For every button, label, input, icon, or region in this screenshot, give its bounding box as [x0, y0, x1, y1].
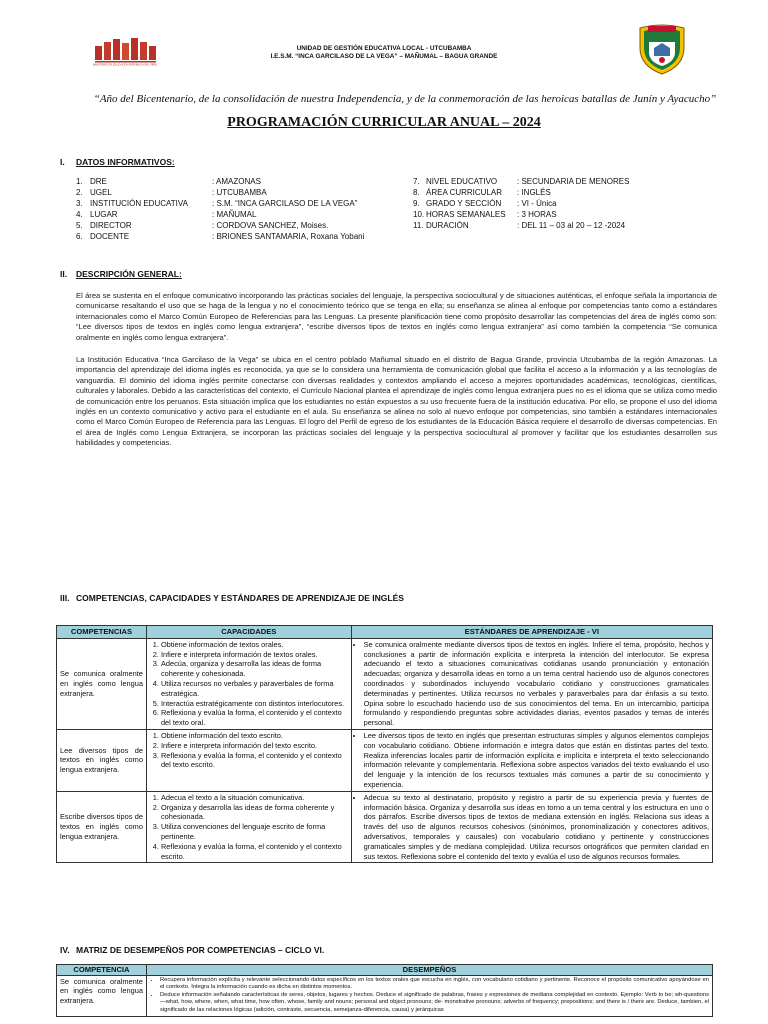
section-title: MATRIZ DE DESEMPEÑOS POR COMPETENCIAS – CICLO VI. — [76, 945, 325, 955]
school-shield-logo — [636, 22, 688, 76]
ugel-line: UNIDAD DE GESTIÓN EDUCATIVA LOCAL - UTCUBAMBA — [296, 45, 472, 52]
competency-cell: Se comunica oralmente en inglés como lengua extranjera. — [57, 975, 147, 1016]
standard-text: • Se comunica oralmente mediante diversos tipos de textos en inglés. Infiere el tema, propósito, hechos y conclusiones a partir de información explícita e interpreta la intención del interlocutor. Se expresa adecuando el texto a situaciones comunicativas cotidianas usando pronunciación y entonación adecuadas; organiza y desarrolla ideas en torno a un tema central haciendo uso de algunos conectores coordinados y subordinados incluyendo vocabulario cotidiano y construcciones gramaticales determinadas y pertinentes. Utiliza recursos no verbales y paraverbales para dar énfasis a su texto. Opina sobre lo escuchado haciendo uso de sus conocimientos del tema. En un intercambio, participa formulando y respondiendo preguntas sobre actividades diarias, eventos pasados y temas de interés personal. — [364, 640, 709, 728]
section-4-heading — [60, 945, 324, 955]
school-line: I.E.S.M. “INCA GARCILASO DE LA VEGA” – MAÑUMAL – BAGUA GRANDE — [270, 53, 498, 60]
table-header-row — [57, 965, 713, 976]
info-row: 4. LUGAR : MAÑUMAL — [76, 210, 257, 219]
table-row — [57, 791, 713, 863]
section-1-heading — [60, 157, 175, 167]
standard-text: • Lee diversos tipos de texto en inglés que presentan estructuras simples y algunos elementos complejos con vocabulario cotidiano. Obtiene información e integra datos que están en distintas partes del texto. Realiza inferencias locales partir de información explícita e implícita e interpreta el texto seleccionando información relevante y complementaria. Reflexiona sobre aspectos variados del texto evaluando el uso del lenguaje y la intención de los recursos textuales más comunes a partir de su conocimiento y experiencia. — [364, 731, 709, 790]
info-right-column — [413, 176, 723, 231]
performance-matrix-table — [56, 964, 713, 1017]
table-header-row — [57, 626, 713, 639]
info-row: 7. NIVEL EDUCATIVO : SECUNDARIA DE MENORES — [413, 177, 630, 186]
capacity-item: 4. Utiliza recursos no verbales y paraverbales de forma estratégica. — [161, 679, 348, 699]
section-title: DESCRIPCIÓN GENERAL: — [76, 269, 182, 279]
capacity-item: 1. Adecua el texto a la situación comunicativa. — [161, 793, 348, 803]
info-left-column — [76, 176, 386, 242]
competency-cell: Escribe diversos tipos de textos en inglés como lengua extranjera. — [57, 791, 147, 863]
info-row: 8. ÁREA CURRICULAR : INGLÉS — [413, 188, 551, 197]
info-row: 6. DOCENTE : BRIONES SANTAMARIA, Roxana Yobani — [76, 232, 365, 241]
column-header: DESEMPEÑOS — [146, 965, 712, 976]
competencies-table — [56, 625, 713, 863]
capacity-item: 6. Reflexiona y evalúa la forma, el contenido y el contexto del texto oral. — [161, 708, 348, 728]
column-header: COMPETENCIA — [57, 965, 147, 976]
info-row: 1. DRE : AMAZONAS — [76, 177, 261, 186]
competency-cell: Se comunica oralmente en inglés como lengua extranjera. — [57, 638, 147, 729]
year-motto: “Año del Bicentenario, de la consolidación de nuestra Independencia, y de la conmemoración de las heroicas batallas de Junín y Ayacucho” — [93, 93, 717, 105]
capacities-cell — [146, 729, 351, 791]
ministry-logo-text: MINISTERIO DE EDUCACIÓN REPÚBLICA DEL PERÚ — [93, 63, 158, 66]
standard-cell — [351, 729, 712, 791]
section-title: DATOS INFORMATIVOS: — [76, 157, 175, 167]
section-number: III. — [60, 593, 70, 603]
standard-cell — [351, 791, 712, 863]
table-row — [57, 638, 713, 729]
capacities-cell — [146, 791, 351, 863]
info-row: 11. DURACIÓN : DEL 11 – 03 al 20 – 12 -2024 — [413, 221, 626, 230]
capacity-item: 2. Infiere e interpreta información del texto escrito. — [161, 741, 348, 751]
section-number: II. — [60, 269, 68, 279]
performance-item: • Deduce información señalando características de seres, objetos, lugares y hechos. Deduce el significado de palabras, frases y expresiones de mediana complejidad en contexto. Ejemplo: Verb to be; wh-questions —what, how, where, when, what time, how often, whose, family and nouns; personal and object pronouns; de- monstrative pronouns; adverbs of frequency; prepositions; and there is / there are. Deduce, tambien, el significado de las relaciones lógicas (adición, contraste, secuencia, semejanza-diferencia, causa) y jerárquicas — [160, 992, 709, 1015]
column-header: CAPACIDADES — [146, 626, 351, 639]
info-row: 3. INSTITUCIÓN EDUCATIVA : S.M. “INCA GARCILASO DE LA VEGA” — [76, 199, 358, 208]
description-paragraph-1: El área se sustenta en el enfoque comunicativo incorporando las prácticas sociales del lenguaje, la perspectiva sociocultural y de situaciones auténticas, el enfoque señala la importancia de comunicarse resaltando el uso que se haga de la lengua y no el conocimiento teórico que se tenga en ella; su enseñanza se alinea al enfoque por competencias tanto como a estándares internacionales como el Marco Común Europeo de Referencias para las Lenguas. La presente planificación tiene como propósito desarrollar las competencias del área de inglés como son: “Lee diversos tipos de textos en inglés como lengua extranjera”, “escribe diversos tipos de textos en inglés como lengua extranjera” así como también la competencia “Se comunica oralmente en inglés como lengua extranjera”. — [76, 291, 717, 342]
description-paragraph-2: La Institución Educativa “Inca Garcilaso de la Vega” se ubica en el centro poblado Mañumal situado en el distrito de Bagua Grande, provincia Utcubamba de la región Amazonas. La importancia del aprendizaje del idioma inglés es reconocida, ya que se lo considera una herramienta de comunicación global que facilita el acceso a la información y a las tecnologías de vanguardia. El dominio del idioma inglés permite conectarse con diversas realidades y contextos ampliando el acceso a mejores oportunidades académicas, tecnológicas, científicas, culturales y laborales. Debido a las características del contexto, el Currículo Nacional plantea el aprendizaje de inglés como lengua extranjera pues no es el idioma que se utiliza como medio de comunicación entre los peruanos. Esta situación implica que los estudiantes no están expuestos a su uso frecuente fuera de la institución educativa. Por ello, se propone el uso del idioma inglés en un contexto comunicativo y activo para el estudiante en el aula. Su enseñanza se alinea no solo al nuevo enfoque por competencias, sino también a estándares internacionales como el Marco Común Europeo de Referencia para las Lenguas. El logro del Perfil de egreso de los estudiantes de la Educación Básica requiere el desarrollo de diversas competencias. En el área de Inglés como Lengua Extranjera, se incorporan las prácticas sociales del lenguaje y la perspectiva sociocultural al promover y facilitar que los estudiantes desarrollen sus habilidades y competencias. — [76, 355, 717, 448]
info-row: 5. DIRECTOR : CORDOVA SANCHEZ, Moises. — [76, 221, 329, 230]
capacities-cell — [146, 638, 351, 729]
section-title: COMPETENCIAS, CAPACIDADES Y ESTÁNDARES DE APRENDIZAJE DE INGLÉS — [76, 593, 404, 603]
column-header: COMPETENCIAS — [57, 626, 147, 639]
info-row: 10. HORAS SEMANALES : 3 HORAS — [413, 210, 557, 219]
section-number: I. — [60, 157, 65, 167]
page-title: PROGRAMACIÓN CURRICULAR ANUAL – 2024 — [227, 115, 541, 130]
capacity-item: 1. Obtiene información de textos orales. — [161, 640, 348, 650]
performances-cell — [146, 975, 712, 1016]
section-2-heading — [60, 269, 182, 279]
section-number: IV. — [60, 945, 70, 955]
standard-cell — [351, 638, 712, 729]
capacity-item: 2. Infiere e interpreta información de textos orales. — [161, 650, 348, 660]
capacity-item: 1. Obtiene información del texto escrito. — [161, 731, 348, 741]
capacity-item: 4. Reflexiona y evalúa la forma, el contenido y el contexto escrito. — [161, 842, 348, 862]
capacity-item: 5. Interactúa estratégicamente con distintos interlocutores. — [161, 699, 348, 709]
standard-text: • Adecua su texto al destinatario, propósito y registro a partir de su experiencia previa y fuentes de información básica. Organiza y desarrolla sus ideas en torno a un tema central y los estructura en uno o dos párrafos. Escribe diversos tipos de textos de mediana extensión en inglés. Relaciona sus ideas a través del uso de algunos recursos cohesivos (sinónimos, pronominalización y conectores aditivos, adversativos, temporales y causales) con vocabulario cotidiano y pertinente y construcciones gramaticales simples y de mediana complejidad. Utiliza recursos ortográficos que permiten claridad en sus textos. Reflexiona sobre el contenido del texto y evalúa el uso de algunos recursos formales. — [364, 793, 709, 862]
section-3-heading — [60, 593, 404, 603]
info-row: 2. UGEL : UTCUBAMBA — [76, 188, 267, 197]
performance-item: • Recupera información explícita y relevante seleccionando datos específicos en los textos orales que escucha en inglés, con vocabulario cotidiano y pertinente. Reconoce el propósito comunicativo apoyándose en el contexto. Integra la información cuando es dicha en distintos momentos. — [160, 977, 709, 992]
capacity-item: 3. Utiliza convenciones del lenguaje escrito de forma pertinente. — [161, 822, 348, 842]
capacity-item: 3. Adecúa, organiza y desarrolla las ideas de forma coherente y cohesionada. — [161, 659, 348, 679]
capacity-item: 3. Reflexiona y evalúa la forma, el contenido y el contexto del texto escrito. — [161, 751, 348, 771]
info-row: 9. GRADO Y SECCIÓN : VI - Única — [413, 199, 557, 208]
capacity-item: 2. Organiza y desarrolla las ideas de forma coherente y cohesionada. — [161, 803, 348, 823]
column-header: ESTÁNDARES DE APRENDIZAJE - VI — [351, 626, 712, 639]
competency-cell: Lee diversos tipos de textos en inglés como lengua extranjera. — [57, 729, 147, 791]
table-row — [57, 729, 713, 791]
table-row — [57, 975, 713, 1016]
